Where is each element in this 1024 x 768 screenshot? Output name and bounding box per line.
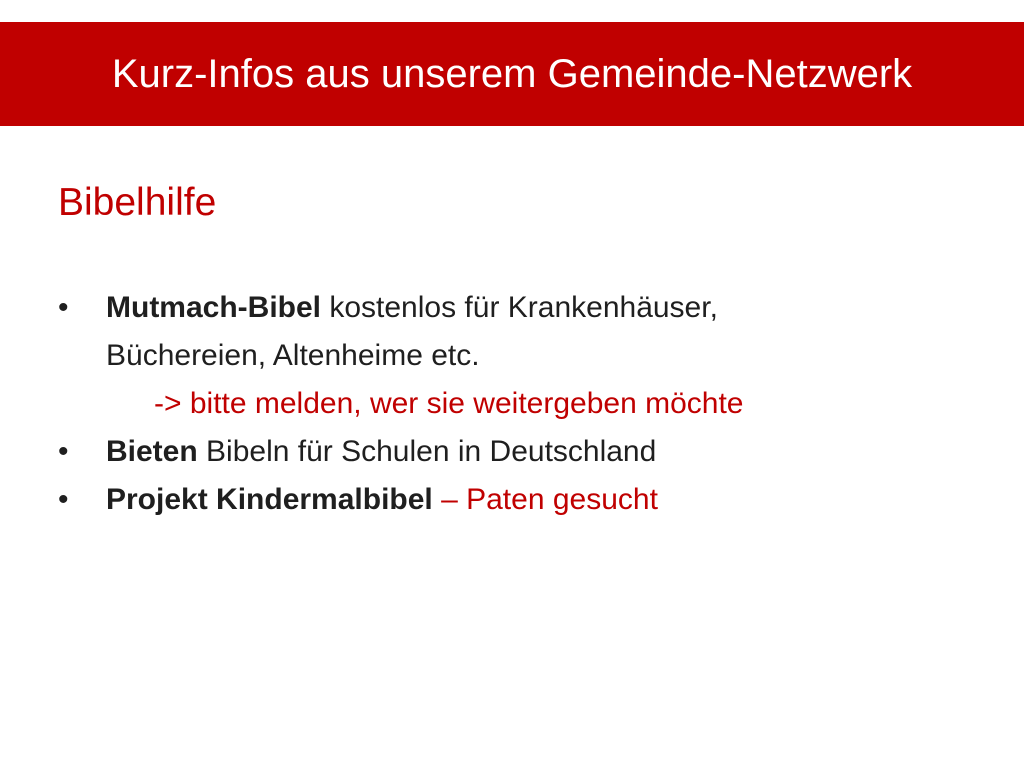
bullet-icon: •	[58, 483, 69, 516]
bullet-highlight-text: – Paten gesucht	[432, 483, 658, 516]
bullet-text: kostenlos für Krankenhäuser,	[321, 291, 718, 324]
slide-subtitle: Bibelhilfe	[58, 181, 217, 224]
title-bar	[0, 22, 1024, 126]
bullet-line	[106, 476, 978, 524]
bullet-continuation: Büchereien, Altenheime etc.	[106, 339, 480, 372]
bullet-icon: •	[58, 291, 69, 324]
bullet-bold-text: Mutmach-Bibel	[106, 291, 322, 324]
bullet-line	[106, 284, 978, 332]
bullet-note: -> bitte melden, wer sie weitergeben möchte	[154, 387, 744, 420]
bullet-list	[58, 284, 978, 524]
bullet-bold-text: Projekt Kindermalbibel	[106, 483, 433, 516]
bullet-item-mutmach-bibel	[58, 284, 978, 428]
bullet-item-kindermalbibel	[58, 476, 978, 524]
bullet-item-bieten	[58, 428, 978, 476]
slide-title: Kurz-Infos aus unserem Gemeinde-Netzwerk	[111, 52, 913, 96]
bullet-bold-text: Bieten	[106, 435, 198, 468]
bullet-text: Bibeln für Schulen in Deutschland	[197, 435, 657, 468]
bullet-icon: •	[58, 435, 69, 468]
bullet-line	[106, 428, 978, 476]
